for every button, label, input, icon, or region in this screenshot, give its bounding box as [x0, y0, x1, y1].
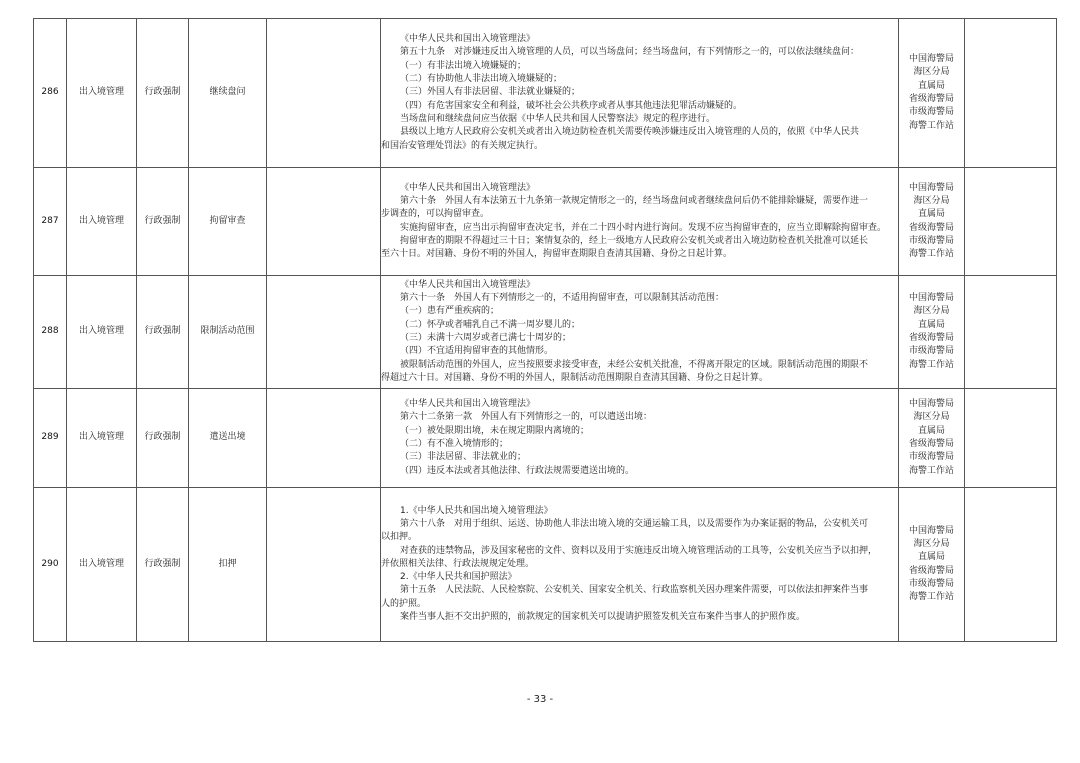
- basis-line: （二）有不准入境情形的；: [400, 439, 509, 449]
- org-line: 市级海警局: [908, 346, 954, 357]
- remarks-cell: [965, 389, 1057, 488]
- org-line: 海区分局: [913, 306, 950, 317]
- basis-line: 1.《中华人民共和国出境入境管理法》: [400, 505, 553, 516]
- basis-line: （三）未满十六周岁或者已满七十周岁的；: [400, 333, 572, 343]
- basis-line: （四）有危害国家安全和利益，破坏社会公共秩序或者从事其他违法犯罪活动嫌疑的。: [400, 100, 743, 111]
- row-number: 288: [34, 276, 67, 389]
- org-line: 直属局: [917, 80, 945, 91]
- org-line: 海警工作站: [908, 249, 954, 260]
- sub-item-cell: [267, 19, 381, 168]
- basis-line: 第六十八条 对用于组织、运送、协助他人非法出境入境的交通运输工具，以及需要作为办案证据的物品，公安机关可: [400, 518, 869, 529]
- basis-line: 第十五条 人民法院、人民检察院、公安机关、国家安全机关、行政监察机关因办理案件需要，可以依法扣押案件当事: [400, 585, 869, 596]
- power-type: 行政强制: [137, 389, 189, 488]
- page-number: - 33 -: [526, 694, 554, 705]
- power-type: 行政强制: [137, 276, 189, 389]
- org-line: 海警工作站: [908, 592, 954, 603]
- basis-line: 人的护照。: [381, 598, 427, 609]
- responsible-org: [899, 19, 965, 168]
- sub-item-cell: [267, 389, 381, 488]
- sub-item-cell: [267, 488, 381, 642]
- power-type: 行政强制: [137, 168, 189, 276]
- item-category: 出入境管理: [67, 276, 137, 389]
- basis-line: 第六十一条 外国人有下列情形之一的，不适用拘留审查，可以限制其活动范围：: [400, 293, 725, 304]
- responsible-org: [899, 276, 965, 389]
- sub-item-cell: [267, 276, 381, 389]
- table-row: [34, 488, 1057, 642]
- row-number: 286: [34, 19, 67, 168]
- item-category: 出入境管理: [67, 168, 137, 276]
- basis-line: 实施拘留审查，应当出示拘留审查决定书，并在二十四小时内进行询问。发现不应当拘留审查的，应当立即解除拘留审查。: [400, 222, 887, 233]
- responsible-org: [899, 488, 965, 642]
- legal-basis: [381, 168, 899, 276]
- row-number: 290: [34, 488, 67, 642]
- basis-line: 2.《中华人民共和国护照法》: [400, 572, 517, 583]
- org-line: 海警工作站: [908, 120, 954, 131]
- org-line: 市级海警局: [908, 578, 954, 589]
- responsible-org: [899, 168, 965, 276]
- basis-line: （一）有非法出境入境嫌疑的；: [400, 60, 527, 71]
- org-line: 中国海警局: [908, 182, 954, 193]
- basis-line: 当场盘问和继续盘问应当依据《中华人民共和国人民警察法》规定的程序进行。: [400, 113, 716, 124]
- remarks-cell: [965, 19, 1057, 168]
- org-line: 中国海警局: [908, 399, 954, 410]
- basis-line: （四）违反本法或者其他法律、行政法规需要遣送出境的。: [400, 465, 635, 476]
- basis-line: 县级以上地方人民政府公安机关或者出入境边防检查机关需要传唤涉嫌违反出入境管理的人员的，依照《中华人民共: [400, 127, 860, 138]
- basis-line: 《中华人民共和国出入境管理法》: [400, 34, 536, 45]
- legal-basis: [381, 389, 899, 488]
- org-line: 海区分局: [913, 195, 950, 206]
- legal-basis: [381, 276, 899, 389]
- basis-line: 《中华人民共和国出入境管理法》: [400, 182, 536, 193]
- basis-line: （一）被处限期出境，未在规定期限内离境的；: [400, 425, 590, 436]
- basis-line: （四）不宜适用拘留审查的其他情形。: [400, 346, 554, 357]
- basis-line: 《中华人民共和国出入境管理法》: [400, 399, 536, 410]
- table-row: [34, 276, 1057, 389]
- sub-item-cell: [267, 168, 381, 276]
- basis-line: （一）患有严重疾病的；: [400, 306, 500, 317]
- basis-line: （三）非法居留、非法就业的；: [400, 452, 527, 463]
- remarks-cell: [965, 488, 1057, 642]
- org-line: 省级海警局: [908, 439, 954, 449]
- legal-basis: [381, 488, 899, 642]
- item-category: 出入境管理: [67, 19, 137, 168]
- basis-line: 《中华人民共和国出入境管理法》: [400, 279, 536, 290]
- row-number: 289: [34, 389, 67, 488]
- table-row: [34, 19, 1057, 168]
- org-line: 直属局: [917, 209, 945, 220]
- basis-line: 拘留审查的期限不得超过三十日；案情复杂的，经上一级地方人民政府公安机关或者出入境边防检查机关批准可以延长: [400, 235, 869, 246]
- org-line: 中国海警局: [908, 54, 954, 65]
- org-line: 市级海警局: [908, 235, 954, 246]
- table-row: [34, 168, 1057, 276]
- row-number: 287: [34, 168, 67, 276]
- power-name: 拘留审查: [189, 168, 267, 276]
- org-line: 中国海警局: [908, 525, 954, 536]
- org-line: 省级海警局: [908, 565, 954, 576]
- org-line: 直属局: [917, 425, 945, 436]
- org-line: 市级海警局: [908, 452, 954, 463]
- remarks-cell: [965, 276, 1057, 389]
- basis-line: 和国治安管理处罚法》的有关规定执行。: [381, 140, 544, 151]
- basis-line: 案件当事人拒不交出护照的，前款规定的国家机关可以提请护照签发机关宣布案件当事人的护照作废。: [400, 612, 806, 623]
- org-line: 直属局: [917, 552, 945, 563]
- power-name: 继续盘问: [189, 19, 267, 168]
- org-line: 海区分局: [913, 412, 950, 423]
- table-body: [34, 19, 1057, 642]
- org-line: 省级海警局: [908, 333, 954, 343]
- item-category: 出入境管理: [67, 488, 137, 642]
- org-line: 直属局: [917, 319, 945, 330]
- item-category: 出入境管理: [67, 389, 137, 488]
- org-line: 中国海警局: [908, 293, 954, 304]
- basis-line: 第六十二条第一款 外国人有下列情形之一的，可以遣送出境：: [400, 412, 653, 423]
- basis-line: 对查获的违禁物品，涉及国家秘密的文件、资料以及用于实施违反出境入境管理活动的工具等，公安机关应当予以扣押，: [400, 545, 878, 556]
- basis-line: 第六十条 外国人有本法第五十九条第一款规定情形之一的，经当场盘问或者继续盘问后仍不能排除嫌疑，需要作进一: [400, 195, 869, 206]
- org-line: 海警工作站: [908, 359, 954, 370]
- basis-line: 步调查的，可以拘留审查。: [381, 209, 490, 220]
- basis-line: （三）外国人有非法居留、非法就业嫌疑的；: [400, 87, 581, 98]
- responsible-org: [899, 389, 965, 488]
- org-line: 市级海警局: [908, 107, 954, 118]
- org-line: 省级海警局: [908, 94, 954, 104]
- power-name: 扣押: [189, 488, 267, 642]
- basis-line: 第五十九条 对涉嫌违反出入境管理的人员，可以当场盘问；经当场盘问，有下列情形之一的，可以依法继续盘问：: [400, 47, 860, 58]
- remarks-cell: [965, 168, 1057, 276]
- org-line: 海警工作站: [908, 465, 954, 476]
- org-line: 海区分局: [913, 67, 950, 78]
- org-line: 省级海警局: [908, 222, 954, 233]
- power-list-table: [33, 18, 1057, 642]
- legal-basis: [381, 19, 899, 168]
- power-name: 遣送出境: [189, 389, 267, 488]
- power-type: 行政强制: [137, 488, 189, 642]
- basis-line: 至六十日。对国籍、身份不明的外国人，拘留审查期限自查清其国籍、身份之日起计算。: [381, 249, 733, 260]
- org-line: 海区分局: [913, 538, 950, 549]
- basis-line: 并依照相关法律、行政法规规定处理。: [381, 558, 535, 569]
- power-name: 限制活动范围: [189, 276, 267, 389]
- basis-line: 被限制活动范围的外国人，应当按照要求接受审查，未经公安机关批准，不得离开限定的区域。限制活动范围的期限不: [400, 359, 869, 370]
- basis-line: （二）怀孕或者哺乳自己不满一周岁婴儿的；: [400, 319, 581, 330]
- basis-line: 得超过六十日。对国籍、身份不明的外国人，限制活动范围期限自查清其国籍、身份之日起计算。: [381, 372, 769, 383]
- table-row: [34, 389, 1057, 488]
- basis-line: （二）有协助他人非法出境入境嫌疑的；: [400, 74, 563, 85]
- basis-line: 以扣押。: [381, 532, 418, 543]
- power-type: 行政强制: [137, 19, 189, 168]
